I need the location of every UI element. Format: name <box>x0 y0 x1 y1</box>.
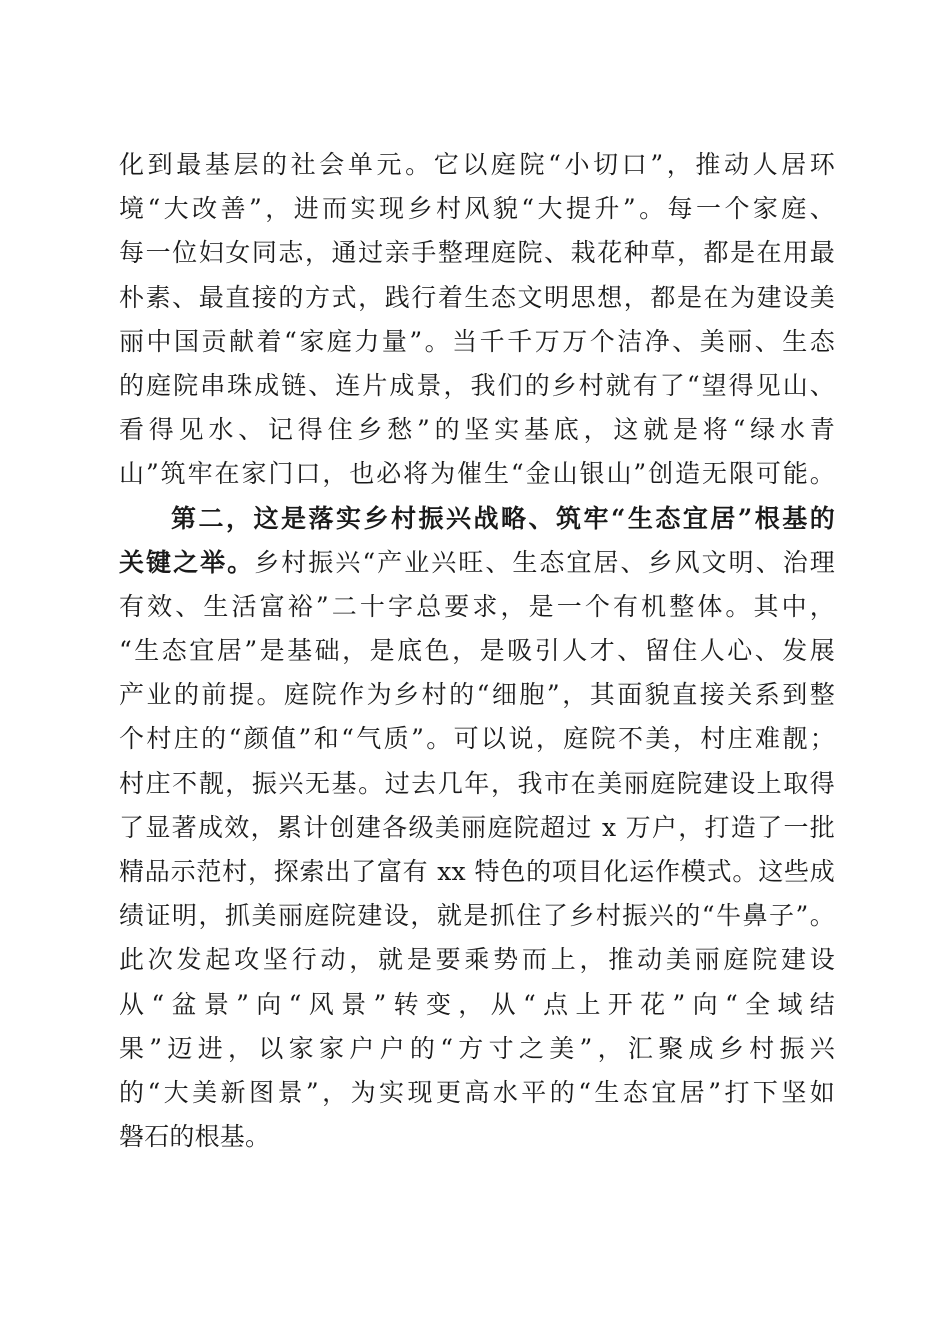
text-line: 每一位妇女同志，通过亲手整理庭院、栽花种草，都是在用最 <box>119 238 835 268</box>
text-line: 化到最基层的社会单元。它以庭院“小切口”，推动人居环 <box>119 150 835 179</box>
text-line: 丽中国贡献着“家庭力量”。当千千万万个洁净、美丽、生态 <box>119 326 835 356</box>
text-line: 有效、生活富裕”二十字总要求，是一个有机整体。其中， <box>119 591 835 621</box>
text-line: 看得见水、记得住乡愁”的坚实基底，这就是将“绿水青 <box>119 415 835 445</box>
text-line: 朴素、最直接的方式，践行着生态文明思想，都是在为建设美 <box>119 282 835 312</box>
text-line: 产业的前提。庭院作为乡村的“细胞”，其面貌直接关系到整 <box>119 680 835 710</box>
text-line: 精品示范村，探索出了富有 xx 特色的项目化运作模式。这些成 <box>119 857 835 886</box>
text-line: “生态宜居”是基础，是底色，是吸引人才、留住人心、发展 <box>119 636 835 666</box>
text-line: 的庭院串珠成链、连片成景，我们的乡村就有了“望得见山、 <box>119 370 835 400</box>
text-line: 磐石的根基。 <box>119 1122 271 1152</box>
text-segment: 乡村振兴“产业兴旺、生态宜居、乡风文明、治理 <box>254 547 835 577</box>
text-line: 山”筑牢在家门口，也必将为催生“金山银山”创造无限可能。 <box>119 459 835 489</box>
text-line: 绩证明，抓美丽庭院建设，就是抓住了乡村振兴的“牛鼻子”。 <box>119 901 835 931</box>
section-heading: 第二，这是落实乡村振兴战略、筑牢“生态宜居”根基的 <box>171 503 835 533</box>
text-line: 了显著成效，累计创建各级美丽庭院超过 x 万户，打造了一批 <box>119 812 835 842</box>
text-line: 村庄不靓，振兴无基。过去几年，我市在美丽庭院建设上取得 <box>119 768 835 798</box>
body-text <box>119 143 835 1159</box>
text-line: 果”迈进，以家家户户的“方寸之美”，汇聚成乡村振兴 <box>119 1033 835 1063</box>
text-line: 境“大改善”，进而实现乡村风貌“大提升”。每一个家庭、 <box>119 194 835 224</box>
text-line: 从“盆景”向“风景”转变，从“点上开花”向“全域结 <box>119 989 835 1019</box>
section-heading-end: 关键之举。 <box>119 547 255 577</box>
text-line: 此次发起攻坚行动，就是要乘势而上，推动美丽庭院建设 <box>119 945 835 975</box>
text-line: 的“大美新图景”，为实现更高水平的“生态宜居”打下坚如 <box>119 1077 835 1107</box>
text-line <box>119 541 835 585</box>
text-line: 个村庄的“颜值”和“气质”。可以说，庭院不美，村庄难靓； <box>119 724 835 754</box>
